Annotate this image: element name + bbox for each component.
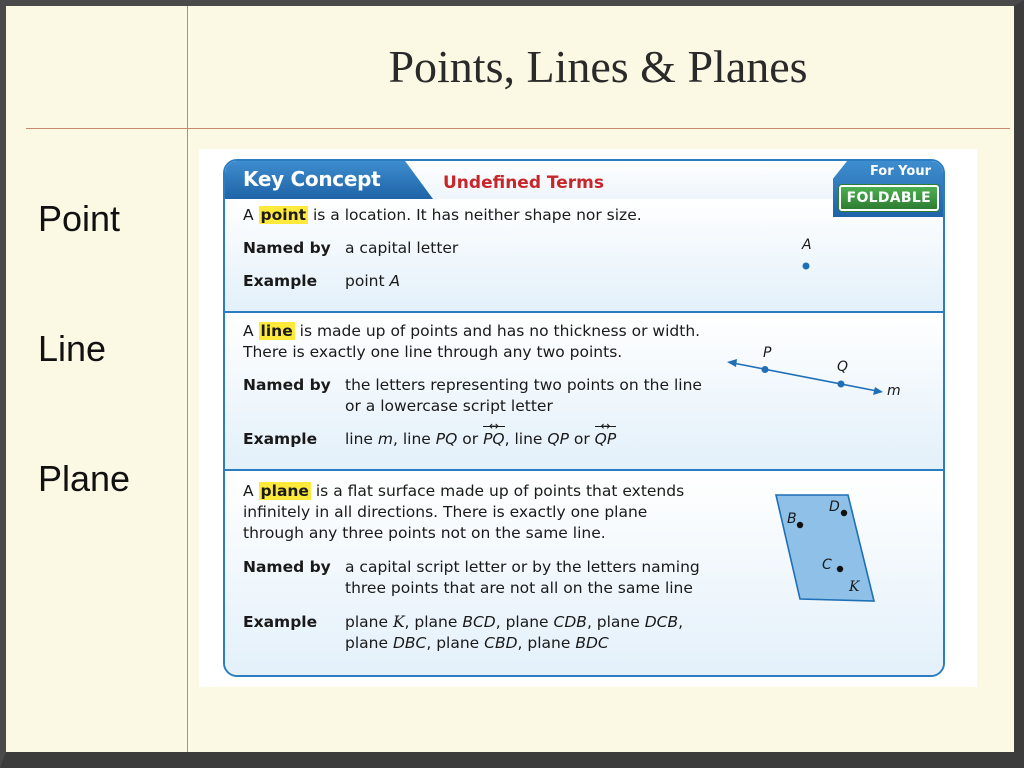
plane-named-by-label: Named by [243,558,331,576]
line-named-by-text-1: the letters representing two points on the line [345,376,702,394]
plane-figure [770,489,880,607]
horizontal-rule [26,128,1010,129]
line-figure-label-q: Q [837,359,849,375]
plane-definition-3: through any three points not on the same line. [243,524,606,542]
line-figure [725,353,895,403]
term-line: Line [38,328,107,369]
line-named-by-label: Named by [243,376,331,394]
line-example-label: Example [243,430,318,448]
line-figure-label-m: m [887,383,901,399]
line-example-text: line m, line PQ or PQ ↔, line QP or QP ↔ [345,429,616,450]
term-point: Point [38,198,121,239]
plane-definition-1: A plane is a flat surface made up of points that extends [243,482,685,500]
point-term-highlight: point [260,206,307,224]
plane-term-highlight: plane [260,482,309,500]
line-term-highlight: line [260,322,293,340]
key-concept-figure [199,149,977,687]
for-your-label: For Your [869,164,931,179]
plane-definition-2: infinitely in all directions. There is exactly one plane [243,503,648,521]
point-a-dot [801,261,813,273]
plane-example-label: Example [243,613,318,631]
point-named-by-text: a capital letter [345,239,459,257]
plane-named-by-text-1: a capital script letter or by the letters naming [345,558,700,576]
plane-figure-label-b: B [787,511,797,527]
foldable-badge: FOLDABLE [839,185,939,211]
line-definition-2: There is exactly one line through any two points. [243,343,623,361]
term-plane: Plane [38,458,131,499]
line-qp-arrow: QP ↔ [595,429,617,450]
plane-example-text-2: plane DBC, plane CBD, plane BDC [345,634,609,652]
line-pq-arrow: PQ ↔ [483,429,505,450]
point-example-text: point A [345,272,401,290]
point-example-label: Example [243,272,318,290]
undefined-terms-label: Undefined Terms [443,173,605,193]
key-concept-label: Key Concept [243,167,381,191]
plane-figure-label-d: D [829,499,840,515]
section-plane [225,471,943,677]
line-named-by-text-2: or a lowercase script letter [345,397,553,415]
line-figure-label-p: P [763,345,772,361]
page-title: Points, Lines & Planes [388,41,808,92]
section-line [225,313,943,471]
plane-figure-label-c: C [822,557,832,573]
key-concept-card [223,159,945,677]
plane-figure-label-k: K [849,579,860,595]
plane-example-text-1: plane K, plane BCD, plane CDB, plane DCB, [345,613,684,631]
plane-named-by-text-2: three points that are not all on the same line [345,579,693,597]
point-named-by-label: Named by [243,239,331,257]
point-figure-label-a: A [802,237,812,253]
vertical-rule [187,6,188,752]
line-definition-1: A line is made up of points and has no thickness or width. [243,322,701,340]
point-definition: A point is a location. It has neither shape nor size. [243,206,642,224]
